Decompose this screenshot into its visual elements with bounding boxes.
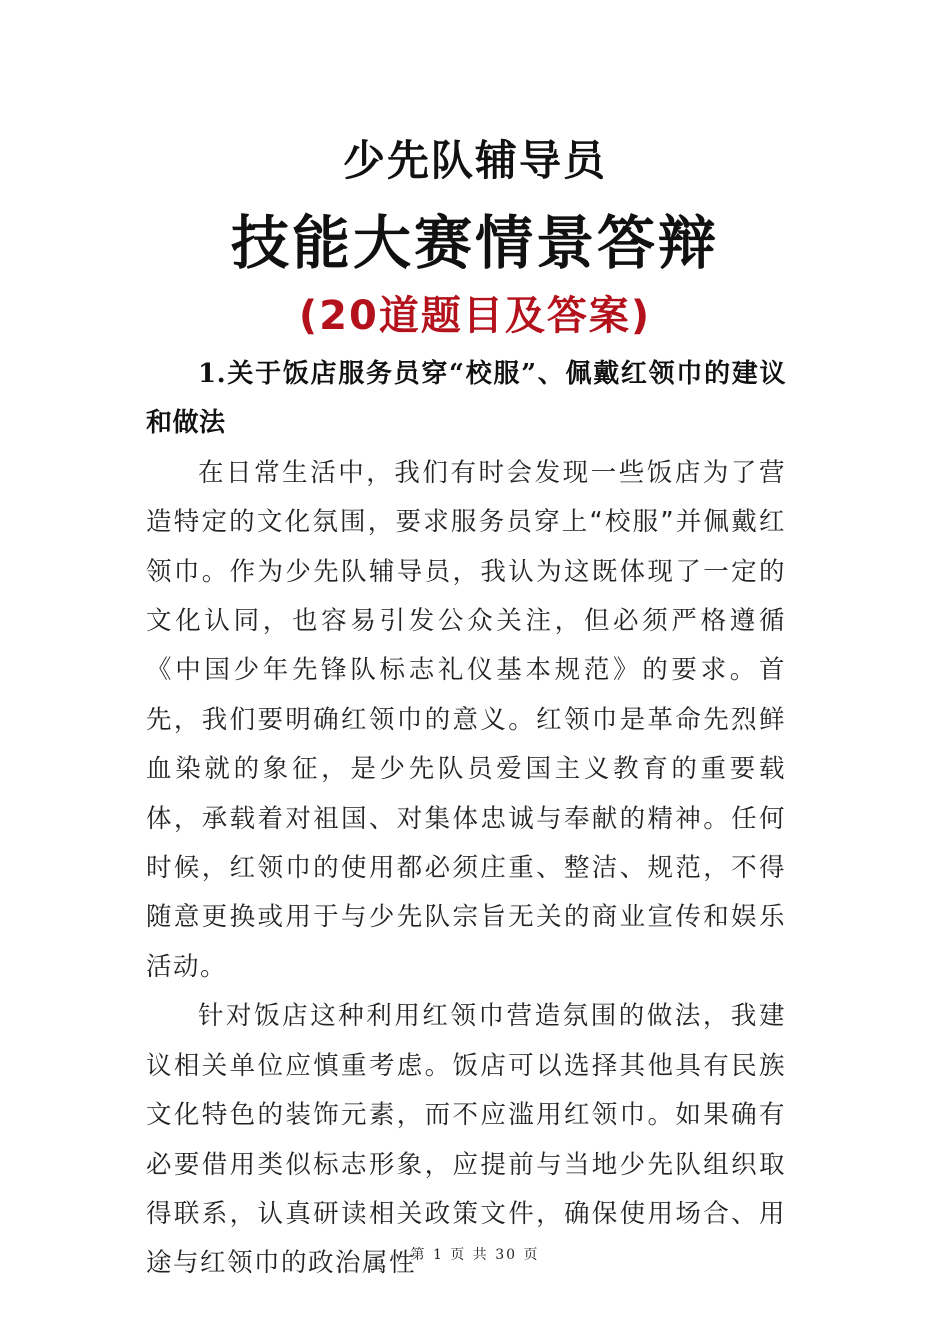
title-line-1: 少先队辅导员 xyxy=(342,136,607,185)
title-line-2: 技能大赛情景答辩 xyxy=(230,209,719,277)
page-footer: 第 1 页 共 30 页 xyxy=(410,1247,540,1263)
question-1-heading: 1.关于饭店服务员穿“校服”、佩戴红领巾的建议和做法 xyxy=(146,359,786,439)
document-body xyxy=(146,350,786,1289)
question-1-paragraph-1: 在日常生活中，我们有时会发现一些饭店为了营造特定的文化氛围，要求服务员穿上“校服”并佩戴红领巾。作为少先队辅导员，我认为这既体现了一定的文化认同，也容易引发公众关注，但必须严格遵循《中国少年先锋队标志礼仪基本规范》的要求。首先，我们要明确红领巾的意义。红领巾是革命先烈鲜血染就的象征，是少先队员爱国主义教育的重要载体，承载着对祖国、对集体忠诚与奉献的精神。任何时候，红领巾的使用都必须庄重、整洁、规范，不得随意更换或用于与少先队宗旨无关的商业宣传和娱乐活动。 xyxy=(146,457,786,982)
question-1-paragraph-2: 针对饭店这种利用红领巾营造氛围的做法，我建议相关单位应慎重考虑。饭店可以选择其他具有民族文化特色的装饰元素，而不应滥用红领巾。如果确有必要借用类似标志形象，应提前与当地少先队组织取得联系，认真研读相关政策文件，确保使用场合、用途与红领巾的政治属性 xyxy=(146,1001,786,1279)
subtitle-question-count: (20道题目及答案) xyxy=(298,293,652,339)
